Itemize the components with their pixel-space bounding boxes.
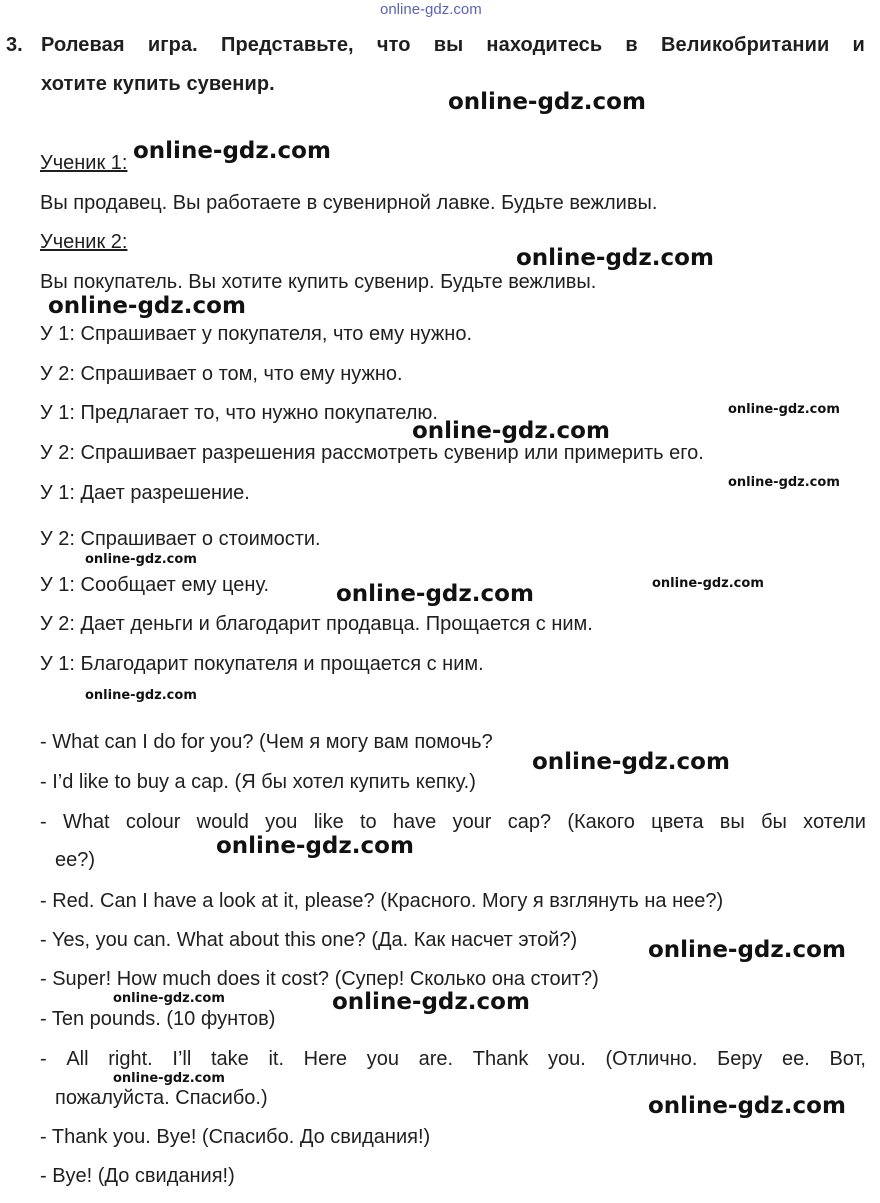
watermark: online-gdz.com bbox=[516, 245, 714, 271]
watermark: online-gdz.com bbox=[648, 937, 846, 963]
word: Великобритании bbox=[660, 34, 830, 56]
dialogue-line: - Red. Can I have a look at it, please? (Красного. Могу я взглянуть на нее?) bbox=[40, 890, 724, 912]
word: Here bbox=[303, 1048, 348, 1070]
word: что bbox=[376, 34, 411, 56]
word: your bbox=[452, 811, 492, 833]
word: игра. bbox=[147, 34, 198, 56]
word: бы bbox=[761, 811, 787, 833]
dialogue-line-continued: ее?) bbox=[55, 849, 96, 871]
word: right. bbox=[108, 1048, 153, 1070]
word: I’ll bbox=[172, 1048, 192, 1070]
word: cap? bbox=[507, 811, 552, 833]
dialogue-line bbox=[40, 811, 866, 834]
word: Вот, bbox=[829, 1048, 866, 1070]
word: would bbox=[196, 811, 249, 833]
watermark: online-gdz.com bbox=[728, 402, 840, 417]
word: you. bbox=[548, 1048, 586, 1070]
word: have bbox=[392, 811, 437, 833]
word: в bbox=[625, 34, 638, 56]
step-line: У 2: Спрашивает о стоимости. bbox=[40, 528, 321, 550]
watermark: online-gdz.com bbox=[336, 581, 534, 607]
task-title-line-1 bbox=[41, 34, 865, 57]
watermark: online-gdz.com bbox=[448, 89, 646, 115]
word: вы bbox=[719, 811, 745, 833]
step-line: У 1: Спрашивает у покупателя, что ему нужно. bbox=[40, 323, 473, 345]
step-line: У 1: Благодарит покупателя и прощается с ним. bbox=[40, 653, 484, 675]
dialogue-line: - Thank you. Bye! (Спасибо. До свидания!) bbox=[40, 1126, 431, 1148]
step-line: У 1: Предлагает то, что нужно покупателю. bbox=[40, 402, 438, 424]
step-line: У 2: Дает деньги и благодарит продавца. Прощается с ним. bbox=[40, 613, 593, 635]
word: Ролевая bbox=[41, 34, 125, 56]
word: All bbox=[66, 1048, 89, 1070]
student-1-label: Ученик 1: bbox=[40, 152, 128, 174]
student-2-text: Вы покупатель. Вы хотите купить сувенир. Будьте вежливы. bbox=[40, 271, 597, 293]
word: What bbox=[62, 811, 110, 833]
word: - bbox=[40, 1048, 47, 1070]
watermark: online-gdz.com bbox=[332, 989, 530, 1015]
dialogue-line: - Bye! (До свидания!) bbox=[40, 1165, 235, 1187]
word: (Какого bbox=[567, 811, 635, 833]
dialogue-line: - I’d like to buy a cap. (Я бы хотел купить кепку.) bbox=[40, 771, 476, 793]
watermark: online-gdz.com bbox=[728, 475, 840, 490]
dialogue-line: - Super! How much does it cost? (Супер! Сколько она стоит?) bbox=[40, 968, 599, 990]
top-watermark: online-gdz.com bbox=[380, 1, 482, 18]
word: вы bbox=[433, 34, 464, 56]
watermark: online-gdz.com bbox=[216, 833, 414, 859]
word: like bbox=[313, 811, 344, 833]
word: Представьте, bbox=[221, 34, 354, 56]
step-line: У 1: Сообщает ему цену. bbox=[40, 574, 270, 596]
word: - bbox=[40, 811, 47, 833]
task-title-line-2: хотите купить сувенир. bbox=[41, 73, 275, 95]
word: Беру bbox=[717, 1048, 763, 1070]
word: you bbox=[366, 1048, 399, 1070]
watermark: online-gdz.com bbox=[412, 418, 610, 444]
word: цвета bbox=[651, 811, 704, 833]
word: ее. bbox=[781, 1048, 810, 1070]
dialogue-line: - What can I do for you? (Чем я могу вам помочь? bbox=[40, 731, 493, 753]
student-2-label: Ученик 2: bbox=[40, 231, 128, 253]
watermark: online-gdz.com bbox=[113, 1071, 225, 1086]
watermark: online-gdz.com bbox=[85, 552, 197, 567]
word: (Отлично. bbox=[605, 1048, 698, 1070]
task-number: 3. bbox=[6, 34, 23, 56]
watermark: online-gdz.com bbox=[133, 138, 331, 164]
watermark: online-gdz.com bbox=[85, 688, 197, 703]
dialogue-line: - Yes, you can. What about this one? (Да. Как насчет этой?) bbox=[40, 929, 578, 951]
step-line: У 1: Дает разрешение. bbox=[40, 482, 250, 504]
word: Thank bbox=[472, 1048, 529, 1070]
step-line: У 2: Спрашивает разрешения рассмотреть сувенир или примерить его. bbox=[40, 442, 704, 464]
watermark: online-gdz.com bbox=[113, 991, 225, 1006]
word: colour bbox=[125, 811, 181, 833]
word: хотели bbox=[803, 811, 866, 833]
word: и bbox=[852, 34, 865, 56]
watermark: online-gdz.com bbox=[48, 293, 246, 319]
watermark: online-gdz.com bbox=[532, 749, 730, 775]
word: находитесь bbox=[486, 34, 603, 56]
student-1-text: Вы продавец. Вы работаете в сувенирной лавке. Будьте вежливы. bbox=[40, 192, 658, 214]
word: take bbox=[210, 1048, 249, 1070]
word: it. bbox=[268, 1048, 284, 1070]
watermark: online-gdz.com bbox=[652, 576, 764, 591]
watermark: online-gdz.com bbox=[648, 1093, 846, 1119]
word: you bbox=[265, 811, 298, 833]
dialogue-line bbox=[40, 1048, 866, 1071]
word: are. bbox=[418, 1048, 454, 1070]
step-line: У 2: Спрашивает о том, что ему нужно. bbox=[40, 363, 403, 385]
word: to bbox=[359, 811, 377, 833]
dialogue-line-continued: пожалуйста. Спасибо.) bbox=[55, 1087, 268, 1109]
dialogue-line: - Ten pounds. (10 фунтов) bbox=[40, 1008, 276, 1030]
